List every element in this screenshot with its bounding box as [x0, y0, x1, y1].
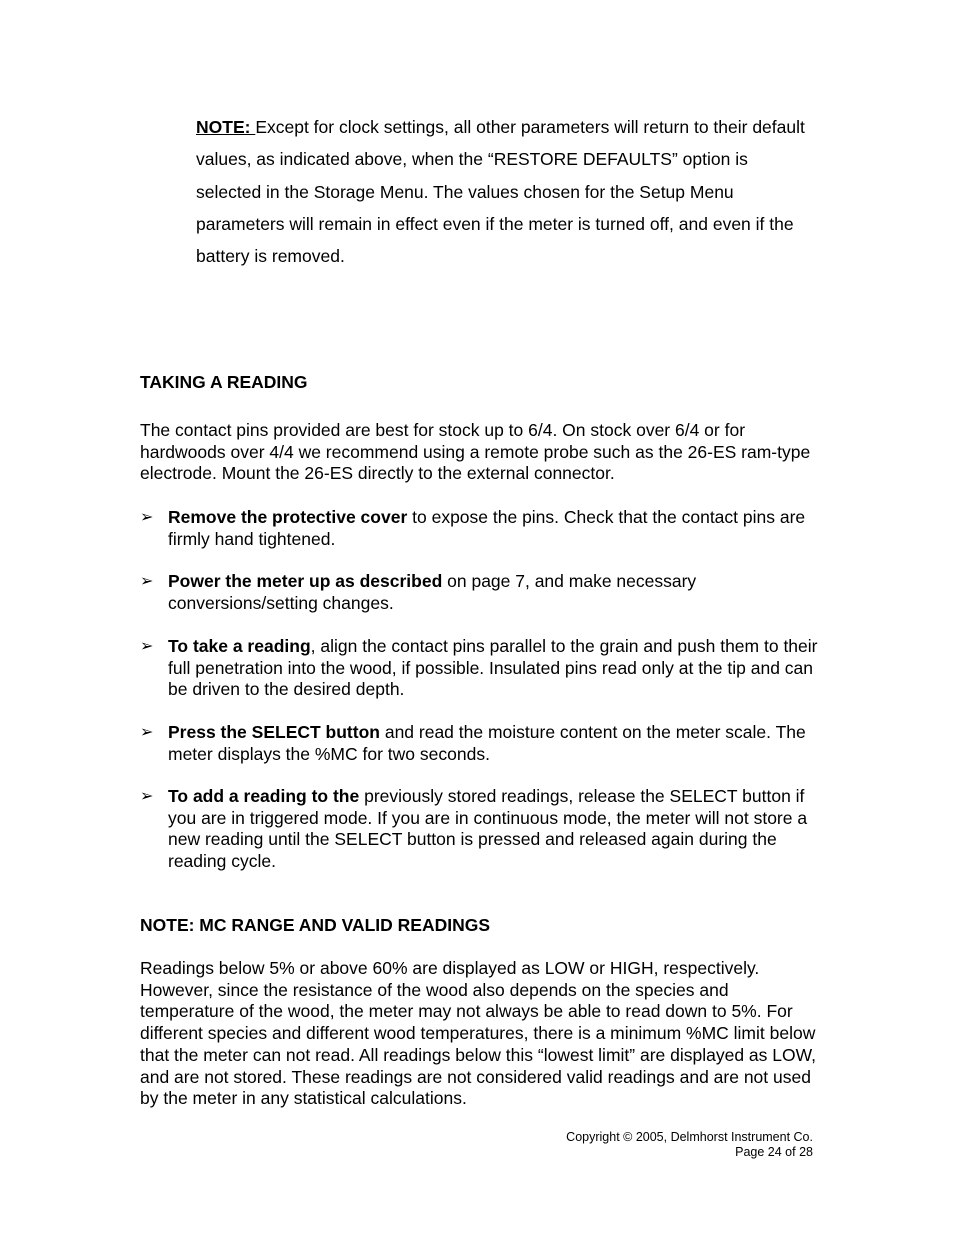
- bullet-bold: To add a reading to the: [168, 786, 360, 806]
- note-text: Except for clock settings, all other parameters will return to their default values, as indicated above, when the “RESTORE DEFAULTS” option is selected in the Storage Menu. The values chosen for the Setup Menu parameters will remain in effect even if the meter is turned off, and even if the battery is removed.: [196, 117, 805, 267]
- arrow-bullet-icon: ➢: [140, 638, 154, 655]
- bullet-text: previously stored readings, release the SELECT button if you are in triggered mode. If you are in continuous mode, the meter will not store a new reading until the SELECT button is pressed and released again during the reading cycle.: [168, 786, 808, 872]
- bullet-text: on page 7, and make necessary conversions/setting changes.: [168, 571, 697, 613]
- arrow-bullet-icon: ➢: [140, 724, 154, 741]
- section-heading-taking-reading: TAKING A READING: [140, 372, 308, 392]
- copyright-text: Copyright © 2005, Delmhorst Instrument Co.: [566, 1130, 813, 1144]
- note-label: NOTE:: [196, 117, 256, 137]
- bullet-text: to expose the pins. Check that the contact pins are firmly hand tightened.: [168, 507, 806, 549]
- mc-range-paragraph: Readings below 5% or above 60% are displayed as LOW or HIGH, respectively. However, since the resistance of the wood also depends on the species and temperature of the wood, the meter may not always be able to read down to 5%. For different species and different wood temperatures, there is a minimum %MC limit below that the meter can not read. All readings below this “lowest limit” are displayed as LOW, and are not stored. These readings are not considered valid readings and are not used by the meter in any statistical calculations.: [140, 958, 817, 1109]
- arrow-bullet-icon: ➢: [140, 788, 154, 805]
- bullet-text: , align the contact pins parallel to the grain and push them to their full penetration into the wood, if possible. Insulated pins read only at the tip and can be driven to the desired depth.: [168, 636, 818, 700]
- arrow-bullet-icon: ➢: [140, 509, 154, 526]
- arrow-bullet-icon: ➢: [140, 573, 154, 590]
- bullet-text: and read the moisture content on the meter scale. The meter displays the %MC for two seconds.: [168, 722, 806, 764]
- page-footer: [566, 1130, 813, 1160]
- section-heading-mc-range: NOTE: MC RANGE AND VALID READINGS: [140, 915, 490, 935]
- bullet-bold: Remove the protective cover: [168, 507, 408, 527]
- note-paragraph: [196, 111, 816, 272]
- bullet-bold: Press the SELECT button: [168, 722, 380, 742]
- bullet-bold: To take a reading: [168, 636, 311, 656]
- page-number: Page 24 of 28: [735, 1145, 813, 1159]
- intro-paragraph: The contact pins provided are best for stock up to 6/4. On stock over 6/4 or for hardwoods over 4/4 we recommend using a remote probe such as the 26-ES ram-type electrode. Mount the 26-ES directly to the external connector.: [140, 420, 811, 484]
- bullet-bold: Power the meter up as described: [168, 571, 443, 591]
